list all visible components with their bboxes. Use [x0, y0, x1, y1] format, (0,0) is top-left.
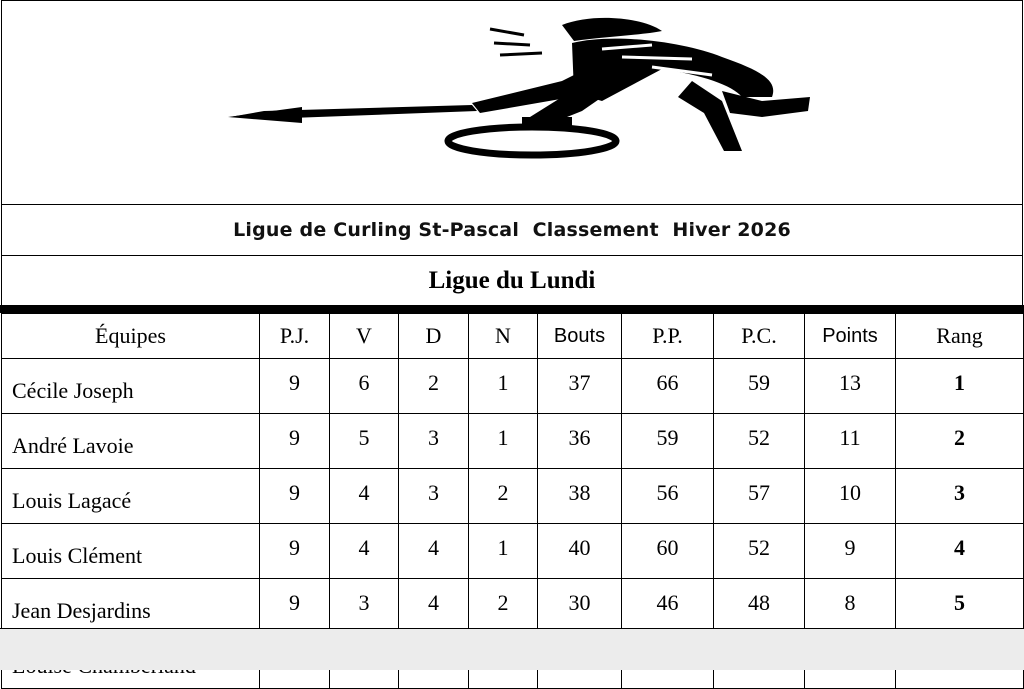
points-cell: 9 — [805, 524, 896, 579]
col-header-games-played: P.J. — [260, 314, 330, 359]
points-against-cell: 57 — [714, 469, 805, 524]
col-header-ends: Bouts — [538, 314, 622, 359]
league-title-bar — [1, 255, 1023, 306]
points-against-cell: 52 — [714, 414, 805, 469]
ties-cell: 2 — [469, 579, 538, 634]
games-played-cell: 9 — [260, 579, 330, 634]
rank-cell: 1 — [896, 359, 1024, 414]
losses-cell: 3 — [399, 414, 469, 469]
ends-cell: 30 — [538, 579, 622, 634]
col-header-losses: D — [399, 314, 469, 359]
col-header-points-for: P.P. — [622, 314, 714, 359]
wins-cell: 4 — [330, 469, 399, 524]
points-against-cell: 48 — [714, 579, 805, 634]
header-divider — [0, 305, 1024, 313]
losses-cell: 4 — [399, 579, 469, 634]
page-subtitle: Ligue de Curling St-Pascal Classement Hiver 2026 — [233, 219, 791, 241]
games-played-cell: 9 — [260, 524, 330, 579]
games-played-cell: 9 — [260, 414, 330, 469]
col-header-points-against: P.C. — [714, 314, 805, 359]
points-for-cell: 59 — [622, 414, 714, 469]
team-name: André Lavoie — [2, 414, 260, 469]
points-for-cell: 56 — [622, 469, 714, 524]
team-name: Cécile Joseph — [2, 359, 260, 414]
curler-sliding-icon — [2, 1, 1022, 201]
table-row — [2, 359, 1024, 414]
points-against-cell: 59 — [714, 359, 805, 414]
team-name: Louis Lagacé — [2, 469, 260, 524]
ends-cell: 38 — [538, 469, 622, 524]
league-title: Ligue du Lundi — [428, 267, 596, 294]
logo-banner — [1, 0, 1023, 205]
rank-cell: 5 — [896, 579, 1024, 634]
table-row — [2, 579, 1024, 634]
points-against-cell: 52 — [714, 524, 805, 579]
table-row — [2, 524, 1024, 579]
losses-cell: 4 — [399, 524, 469, 579]
points-for-cell: 66 — [622, 359, 714, 414]
col-header-teams: Équipes — [2, 314, 260, 359]
ends-cell: 37 — [538, 359, 622, 414]
table-row — [2, 469, 1024, 524]
points-cell: 10 — [805, 469, 896, 524]
ends-cell: 36 — [538, 414, 622, 469]
points-cell: 8 — [805, 579, 896, 634]
col-header-ties: N — [469, 314, 538, 359]
wins-cell: 5 — [330, 414, 399, 469]
col-header-points: Points — [805, 314, 896, 359]
games-played-cell: 9 — [260, 359, 330, 414]
wins-cell: 6 — [330, 359, 399, 414]
points-cell: 11 — [805, 414, 896, 469]
games-played-cell: 9 — [260, 469, 330, 524]
ties-cell: 1 — [469, 524, 538, 579]
col-header-rank: Rang — [896, 314, 1024, 359]
losses-cell: 2 — [399, 359, 469, 414]
losses-cell: 3 — [399, 469, 469, 524]
header-row — [2, 314, 1024, 359]
ties-cell: 2 — [469, 469, 538, 524]
ties-cell: 1 — [469, 359, 538, 414]
points-for-cell: 60 — [622, 524, 714, 579]
team-name: Louis Clément — [2, 524, 260, 579]
table-row — [2, 414, 1024, 469]
points-for-cell: 46 — [622, 579, 714, 634]
team-name: Jean Desjardins — [2, 579, 260, 634]
footer-band — [0, 628, 1024, 670]
wins-cell: 3 — [330, 579, 399, 634]
rank-cell: 3 — [896, 469, 1024, 524]
wins-cell: 4 — [330, 524, 399, 579]
ends-cell: 40 — [538, 524, 622, 579]
ties-cell: 1 — [469, 414, 538, 469]
subtitle-bar — [1, 204, 1023, 256]
points-cell: 13 — [805, 359, 896, 414]
col-header-wins: V — [330, 314, 399, 359]
rank-cell: 4 — [896, 524, 1024, 579]
rank-cell: 2 — [896, 414, 1024, 469]
